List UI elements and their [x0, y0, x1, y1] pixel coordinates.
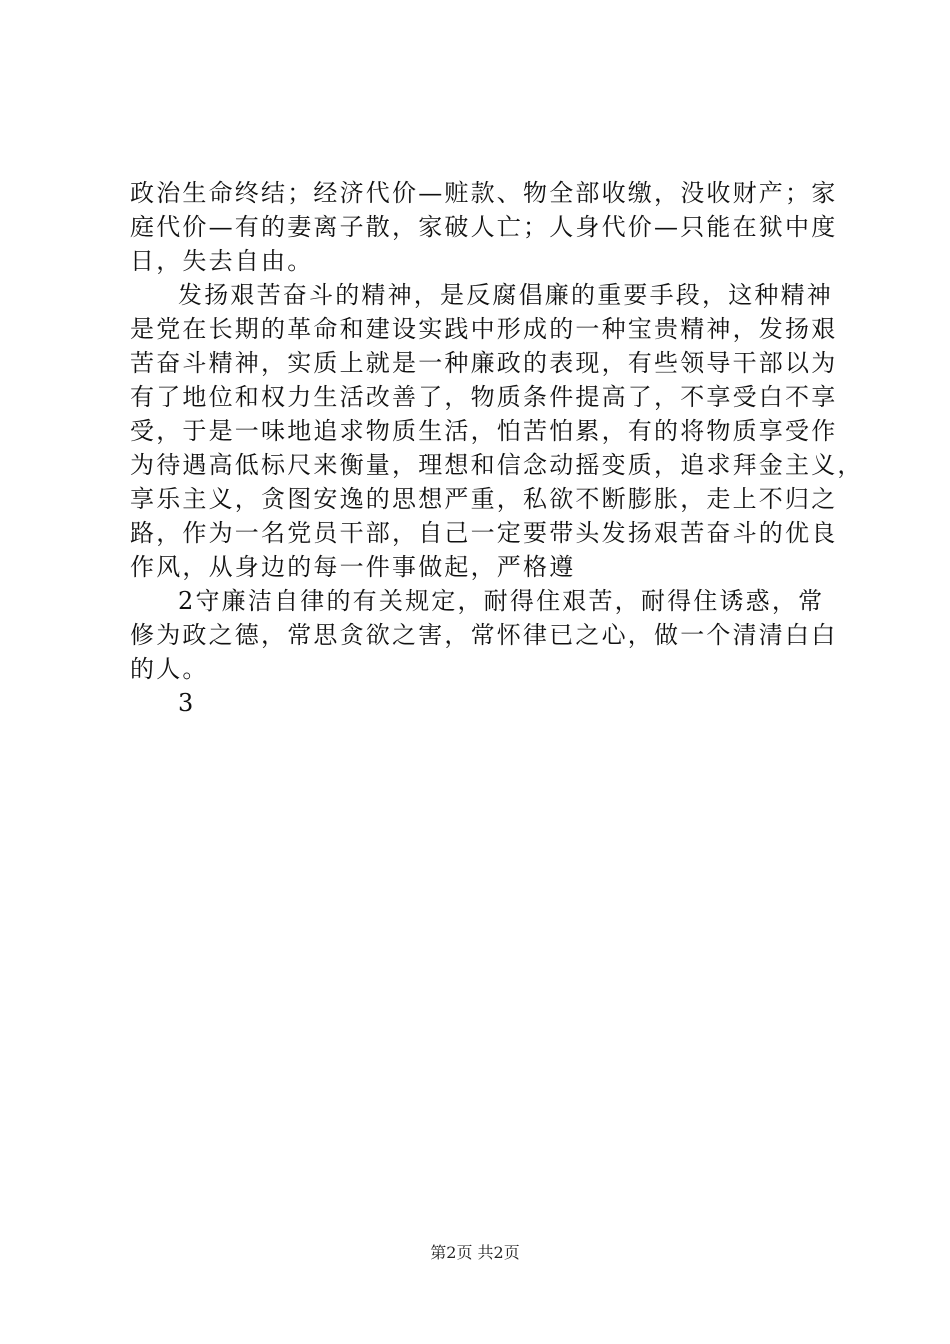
page-indicator: 第2页 共2页 [430, 1243, 520, 1262]
paragraph-1-line-1: 政治生命终结；经济代价—赃款、物全部收缴，没收财产；家 [130, 179, 838, 207]
paragraph-4-line-1: 3 [178, 689, 196, 717]
paragraph-3-line-3: 的人。 [130, 655, 209, 683]
paragraph-1-line-3: 日，失去自由。 [130, 247, 314, 275]
paragraph-2-line-6: 为待遇高低标尺来衡量，理想和信念动摇变质，追求拜金主义， [130, 451, 864, 479]
paragraph-2-line-1: 发扬艰苦奋斗的精神，是反腐倡廉的重要手段，这种精神 [178, 281, 833, 309]
page-footer [0, 1243, 950, 1263]
paragraph-1-line-2: 庭代价—有的妻离子散，家破人亡；人身代价—只能在狱中度 [130, 213, 838, 241]
paragraph-2-line-8: 路，作为一名党员干部，自己一定要带头发扬艰苦奋斗的优良 [130, 519, 838, 547]
paragraph-2-line-7: 享乐主义，贪图安逸的思想严重，私欲不断膨胀，走上不归之 [130, 485, 838, 513]
paragraph-3-line-2: 修为政之德，常思贪欲之害，常怀律已之心，做一个清清白白 [130, 621, 838, 649]
paragraph-2-line-4: 有了地位和权力生活改善了，物质条件提高了，不享受白不享 [130, 383, 838, 411]
paragraph-2-line-2: 是党在长期的革命和建设实践中形成的一种宝贵精神，发扬艰 [130, 315, 838, 343]
paragraph-2-line-3: 苦奋斗精神，实质上就是一种廉政的表现，有些领导干部以为 [130, 349, 838, 377]
paragraph-2-line-5: 受，于是一味地追求物质生活，怕苦怕累，有的将物质享受作 [130, 417, 838, 445]
paragraph-2-line-9: 作风，从身边的每一件事做起，严格遵 [130, 553, 576, 581]
paragraph-3-line-1: 2守廉洁自律的有关规定，耐得住艰苦，耐得住诱惑，常 [178, 587, 825, 615]
